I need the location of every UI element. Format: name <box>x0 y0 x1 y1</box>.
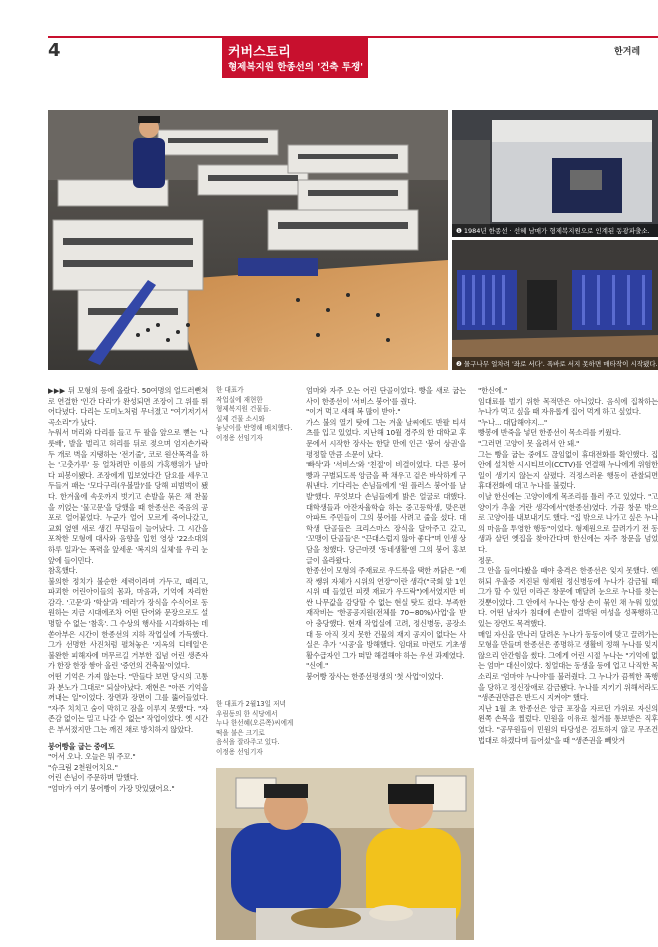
paragraph: 한종선이 모형의 주재료로 우드룩을 택한 까닭은 "제작 쌩위 자체가 시위의 연장"이란 생각("국회 앞 1인 시위 때 들었던 피켓 재료가 우드락")에서였지만 비싼 나무값을 감당할 수 없는 현실 탓도 컸다. 부족한 재작비는 '한공공지원(전체를 70~80%)사업'을 받아 충당했다. 현재 작업실에 고려, 정신병동, 공장소대 등 아직 짓지 못한 건물의 재지 공지이 없다는 사실은 추가 '시공'을 방해했다. 임대료 마련도 기초생활수급자인 그가 떠맡 해결해야 하는 우선 과제였다. <box>306 566 466 660</box>
paragraph: "어서 오나. 오늘은 뭐 주꼬." <box>48 752 136 762</box>
paragraph: ▶▶▶ 뒤 모형의 등에 올랐다. 50여명의 얼드러뻔쳐로 연결한 '인간 다리'가 완성되면 조장이 그 위를 뛰어다녔다. 다리는 도미노처럼 무너졌고 "여기저기서 곡소리"가 났다. <box>48 386 208 427</box>
subheading: 붕어빵을 굽는 중에도 <box>48 741 115 751</box>
side-caption-line: 음식을 잘라주고 있다. <box>216 738 280 746</box>
model-diorama-image <box>48 110 448 370</box>
paragraph: 엄마와 자주 오는 어린 단골이었다. 빵을 새로 굽는 사이 한종선이 '서비스 붕어'를 줬다. <box>306 386 466 406</box>
paragraph: "슈크림 2천원어치요." <box>48 762 118 772</box>
side-caption-line: 실제 건물 소시와 <box>216 414 265 423</box>
paragraph: "누나... 대답해야지..." <box>478 417 548 427</box>
main-model-photo <box>48 110 448 370</box>
police-box-photo <box>452 110 658 237</box>
article-column-3 <box>478 386 658 746</box>
paragraph: 불의한 정치가 불순한 세력이라며 가두고, 때리고, 파괴한 어린아이들의 몸과, 마음과, 기억에 자리한 감각. '고문'과 '학살'과 '테러'가 장식을 수식어로 동원하는 지금 시대에조차 어떤 단어와 문장으로도 설명할 수 없는 '참혹'. 그 수상의 행사를 시각화하는 데 쏟아부은 시간이 한종선의 지하 작업실에 가득했다. 그가 선명한 사진처럼 펼쳐놓은 '지옥의 디테일'은 불완한 피해자에 머무르길 거부한 집념 어린 생존자가 한장 한장 쌓아 올린 '증언의 건축물'이었다. <box>48 576 208 671</box>
paragraph: "그러면 고양이 못 올려서 안 돼." <box>478 438 580 448</box>
paragraph: 임대료를 벌기 위한 목적만은 아니었다. 음식에 집착하는 누나가 먹고 싶을 때 자유롭게 집어 먹게 하고 싶었다. <box>478 396 658 417</box>
article-column-1 <box>48 386 208 795</box>
side-caption-line: 떡을 불은 크기로 <box>216 728 265 737</box>
side-caption-line: 이정용 선임기자 <box>216 747 263 756</box>
side-caption-line: 누나 한선혜(오른쪽)씨에게 <box>216 719 294 727</box>
paragraph: "엄마가 여기 붕어빵이 가장 맛있댔어요." <box>48 783 175 793</box>
paragraph: 붕어빵 장사는 한종선평생의 '첫 사업'이었다. <box>306 672 444 682</box>
side-caption-line: 한 대표가 2월13일 저녁 <box>216 700 286 708</box>
article-title: 형제복지원 한종선의 '건축 투쟁' <box>228 62 364 73</box>
side-caption-1 <box>216 386 296 443</box>
side-caption-line: 형제복지원 건물들. <box>216 405 272 413</box>
paragraph: 그는 빵을 굽는 중에도 끊임없이 휴대전화를 확인했다. 집 안에 설치한 시시티브이(CCTV)를 연결해 누나에게 위험한 일이 생기지 않는지 살폈다. 걱정스러운 행동이 관찰되면 휴대전화에 대고 누나를 불렀다. <box>478 449 658 491</box>
restaurant-photo <box>216 768 474 940</box>
handstand-punishment-image <box>452 240 658 370</box>
section-banner <box>222 38 368 78</box>
side-caption-2 <box>216 700 296 757</box>
paragraph: 이날 한신에는 고양이에게 목조리를 틀러 주고 있었다. "고양이가 추울 거란 생각에서"(한종선)였다. 가끔 창문 밖으로 고양이를 내보내기도 했다. "집 밖으로 나가고 싶은 누나의 마음을 투영한 행동"이었다. 형제원으로 끌려가기 전 동생과 살던 옛집을 찾아간다며 한신에는 자주 창문을 넘었다. <box>478 491 658 554</box>
side-caption-line: 한 대표가 <box>216 386 244 394</box>
paragraph: "한신에." <box>478 386 507 395</box>
paragraph: 누워서 머리와 다리를 들고 두 팔을 앞으로 뻗는 '나룻배', 발을 벌리고 허리를 뒤로 젖으며 엄지손가락 두 개로 벽을 지탱하는 '전기줄', 코로 원산폭격을 하는 '고춧가루' 등 얼차려만 이름의 가혹행위가 날마다 피봉이됐다. 조장에게 밉보였다간 담요를 세우고 두들겨 패는 '모다구리(우볼말)'를 당해 피범벅이 됐다. 한겨울에 속옷까지 벗기고 손발을 묶은 채 찬물을 끼얹는 '물고문'을 당했을 때 한종선은 죽음의 공포로 얼어붙었다. 누군가 얼어 모르게 죽어나갔고, 교회 옆엔 새로 생긴 무덤들이 늘어났다. 그 시간을 포착한 모형에 대사와 음향을 입힌 영상 '22소대의 하루 일과'는 폭력을 앞세운 '복지의 실체'를 우리 눈앞에 들이민다. <box>48 428 208 565</box>
paragraph: 가스 불의 열기 탓에 그는 겨울 날씨에도 반팔 티셔츠를 입고 있었다. 지난해 10월 경주의 한 대학교 후문에서 시작한 장사는 한달 만에 인근 '붕어 상권'을 평정할 만큼 소문이 났다. <box>306 417 466 459</box>
paragraph: 지난 1월 초 한종선은 앙금 포장을 자르던 가위로 자신의 왼쪽 손목을 찔렀다. 민원을 이유로 철거를 통보받은 직후였다. "공무원들이 민원의 타당성은 검토하지 않고 무조건 법대로 하겠다며 들어섰"을 때 "생존권을 빼앗겨 <box>478 703 658 745</box>
police-box-model-image <box>452 110 658 237</box>
paragraph: 빵봉에 반죽을 넣던 한종선이 목소리를 키웠다. <box>478 428 621 438</box>
article-column-2 <box>306 386 466 683</box>
newspaper-brand: 한겨레 <box>614 47 641 57</box>
siblings-eating-image <box>216 768 474 940</box>
paragraph: 어린 손님이 주문하며 말했다. <box>48 773 139 783</box>
series-label: 커버스토리 <box>228 45 291 60</box>
paragraph: "이거 먹고 새해 복 많이 받아." <box>306 407 401 417</box>
paragraph: "신에." <box>306 661 329 671</box>
paragraph: '빠삭'과 '서비스'와 '친절'이 비결이었다. 다른 붕어빵과 구별되도록 앙금을 꽉 채우고 겉은 바삭하게 구워낸다. 기다리는 손님들에게 '원 플러스 붕어'를 날발'했다. 무엇보다 손님들에게 밝은 얼굴로 대했다. 대학생들과 아잔자율학습 하는 중고등학생, 맞은편 아파트 주민들이 그의 붕어를 사려고 줄을 섰다. 대학생 단골들은 크리스마스 장식을 달아주고 갔고, '꼬맹이 단골들'은 "끈대스럽지 않아 좋다"며 인생 상담을 청했다. 당근마켓 '동네생활'엔 그의 붕어 홍보 글이 올라왔다. <box>306 460 466 565</box>
caption-bottom-right: ❷ 물구나무 얼차려 '좌로 서다'. 폭바로 서지 못하면 매타작이 시작됐다. <box>452 357 658 370</box>
page-number: 4 <box>48 40 61 61</box>
paragraph: 정문. <box>478 555 494 565</box>
paragraph: 매일 자신을 만나러 달려온 누나가 동동이에 맞고 끌려가는 모형을 만들며 한종선은 종명하고 생활비 정해 누나를 잊지 않으리 안간힘을 썼다. 그에게 어린 시절 누나는 "기억에 없는 엄마" 대신이었다. 칭얼대는 동생을 등에 업고 나직한 목소리로 '엄마야 누나야'를 불러줬다. 그 누나가 끔찍한 폭행을 당하고 정신장애로 감금됐다. 누나를 지키기 위해서라도 "생존권만큼은 반드시 지켜야" 했다. <box>478 629 658 703</box>
punishment-photo <box>452 240 658 370</box>
side-caption-line: 놓낮이를 반영해 배치했다. <box>216 424 293 432</box>
paragraph: 그 안을 들여다봤을 때야 충격은 한종선은 잊지 못했다. 엔허되 우울증 저진된 형제원 정신병동에 누나가 감금될 때 그가 할 수 있던 이라곤 창문에 매달려 눈으로 누나를 찾는 것뿐이었다. 그 안에서 누나는 항상 손이 묶인 채 누워 있었다. 어떤 남자가 침대에 손발이 결박된 여성을 성폭행하고 있는 장면도 목격했다. <box>478 566 658 629</box>
caption-top-right: ❶ 1984년 한종선 · 선혜 남매가 형제복지원으로 인계된 동광파출소. <box>452 224 658 237</box>
side-caption-line: 우림동의 한 식당에서 <box>216 709 278 718</box>
side-caption-line: 이정용 선임기자 <box>216 433 263 442</box>
side-caption-line: 작업실에 재현한 <box>216 395 263 404</box>
paragraph: 어떤 기억은 가져 않는다. "만들다 보면 당시의 고통과 분노가 그대로" 되살아났다. 재현은 "아픈 기억을 꺼내는 일"이었다. 장면과 장면이 그를 뚫어들었다. "자주 치치고 숨이 막히고 잠을 이루지 못했"다. "자존감 없이는 밀고 나갈 수 없는" 작업이었다. 옛 시간은 부서졌지만 그는 깨진 채로 방치하지 않았다. <box>48 672 208 734</box>
paragraph: 참혹했다. <box>48 566 78 576</box>
